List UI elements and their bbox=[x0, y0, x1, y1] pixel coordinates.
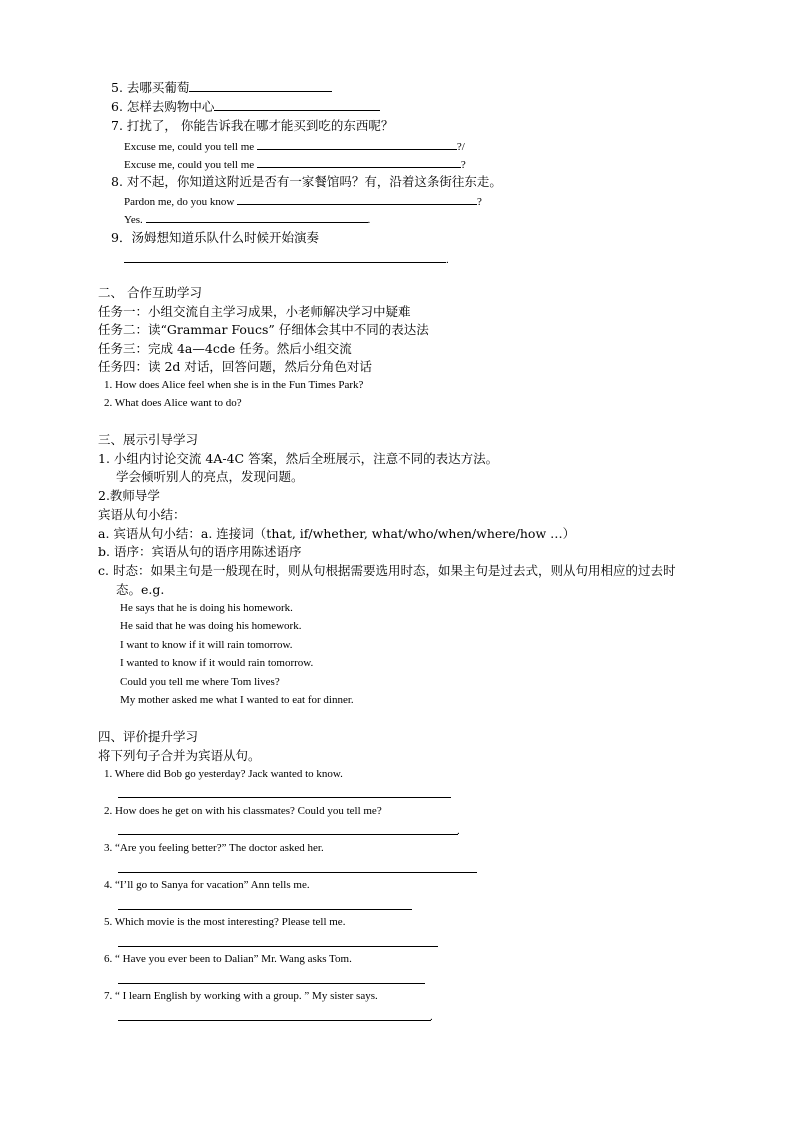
item-8: 8. 对不起，你知道这附近是否有一家餐馆吗？有，沿着这条街往东走。 bbox=[111, 174, 502, 189]
example-5: Could you tell me where Tom lives? bbox=[120, 676, 280, 688]
exercise-5: 5. Which movie is the most interesting? Please tell me. bbox=[104, 916, 346, 928]
answer-line-3[interactable] bbox=[118, 872, 477, 873]
item-9-answer: . bbox=[124, 253, 449, 266]
item-9: 9．汤姆想知道乐队什么时候开始演奏 bbox=[111, 230, 319, 245]
answer-line-6[interactable] bbox=[118, 983, 425, 984]
section3-heading: 三、展示引导学习 bbox=[98, 432, 199, 447]
answer-blank[interactable] bbox=[257, 140, 457, 150]
answer-blank[interactable] bbox=[146, 213, 368, 223]
section3-p1: 1. 小组内讨论交流 4A-4C 答案，然后全班展示，注意不同的表达方法。 bbox=[98, 451, 499, 466]
answer-line-4[interactable] bbox=[118, 909, 412, 910]
example-6: My mother asked me what I wanted to eat for dinner. bbox=[120, 694, 354, 706]
answer-line-1[interactable] bbox=[118, 797, 451, 798]
exercise-3: 3. “Are you feeling better?” The doctor asked her. bbox=[104, 842, 324, 854]
task-1: 任务一：小组交流自主学习成果，小老师解决学习中疑难 bbox=[98, 304, 411, 319]
task-2: 任务二：读“Grammar Foucs” 仔细体会其中不同的表达法 bbox=[98, 322, 429, 337]
section2-heading: 二、 合作互助学习 bbox=[98, 285, 202, 300]
exercise-1: 1. Where did Bob go yesterday? Jack wanted to know. bbox=[104, 768, 343, 780]
answer-blank[interactable] bbox=[237, 195, 477, 205]
section4-heading: 四、评价提升学习 bbox=[98, 729, 199, 744]
example-2: He said that he was doing his homework. bbox=[120, 620, 302, 632]
section3-p2: 2.教师导学 bbox=[98, 488, 160, 503]
exercise-2-end: . bbox=[457, 825, 460, 837]
item-6: 6. 怎样去购物中心 bbox=[111, 101, 380, 114]
item-5: 5. 去哪买葡萄 bbox=[111, 82, 332, 95]
example-4: I wanted to know if it would rain tomorrow. bbox=[120, 657, 314, 669]
answer-blank[interactable] bbox=[257, 158, 461, 168]
exercise-7-end: . bbox=[430, 1011, 433, 1023]
summary-title: 宾语从句小结： bbox=[98, 507, 186, 522]
item-7-line-a: Excuse me, could you tell me ?/ bbox=[124, 141, 465, 153]
item-8-line-a: Pardon me, do you know ? bbox=[124, 196, 482, 208]
example-3: I want to know if it will rain tomorrow. bbox=[120, 639, 293, 651]
question-2: 2. What does Alice want to do? bbox=[104, 397, 242, 409]
answer-line-7[interactable] bbox=[118, 1020, 431, 1021]
answer-blank[interactable] bbox=[124, 253, 446, 263]
item-7: 7. 打扰了， 你能告诉我在哪才能买到吃的东西呢？ bbox=[111, 118, 394, 133]
exercise-7: 7. “ I learn English by working with a group. ” My sister says. bbox=[104, 990, 378, 1002]
item-7-line-b: Excuse me, could you tell me ? bbox=[124, 159, 466, 171]
rule-a: a. 宾语从句小结：a. 连接词（that, if/whether, what/who/when/where/how …） bbox=[98, 526, 576, 541]
rule-b: b. 语序：宾语从句的语序用陈述语序 bbox=[98, 544, 302, 559]
section4-instruction: 将下列句子合并为宾语从句。 bbox=[98, 748, 261, 763]
item-8-line-b: Yes. . bbox=[124, 214, 371, 226]
task-4: 任务四：读 2d 对话，回答问题，然后分角色对话 bbox=[98, 359, 372, 374]
exercise-4: 4. “I’ll go to Sanya for vacation” Ann tells me. bbox=[104, 879, 310, 891]
question-1: 1. How does Alice feel when she is in the Fun Times Park? bbox=[104, 379, 364, 391]
exercise-2: 2. How does he get on with his classmates? Could you tell me? bbox=[104, 805, 382, 817]
example-1: He says that he is doing his homework. bbox=[120, 602, 293, 614]
section3-p1b: 学会倾听别人的亮点，发现问题。 bbox=[116, 469, 304, 484]
answer-blank[interactable] bbox=[189, 82, 332, 92]
rule-c: c. 时态：如果主句是一般现在时，则从句根据需要选用时态，如果主句是过去式，则从句用相应的过去时 bbox=[98, 563, 676, 578]
answer-line-5[interactable] bbox=[118, 946, 438, 947]
answer-line-2[interactable] bbox=[118, 834, 458, 835]
task-3: 任务三：完成 4a—4cde 任务。然后小组交流 bbox=[98, 341, 352, 356]
answer-blank[interactable] bbox=[214, 101, 380, 111]
exercise-6: 6. “ Have you ever been to Dalian” Mr. Wang asks Tom. bbox=[104, 953, 352, 965]
rule-c-cont: 态。e.g. bbox=[116, 582, 165, 597]
